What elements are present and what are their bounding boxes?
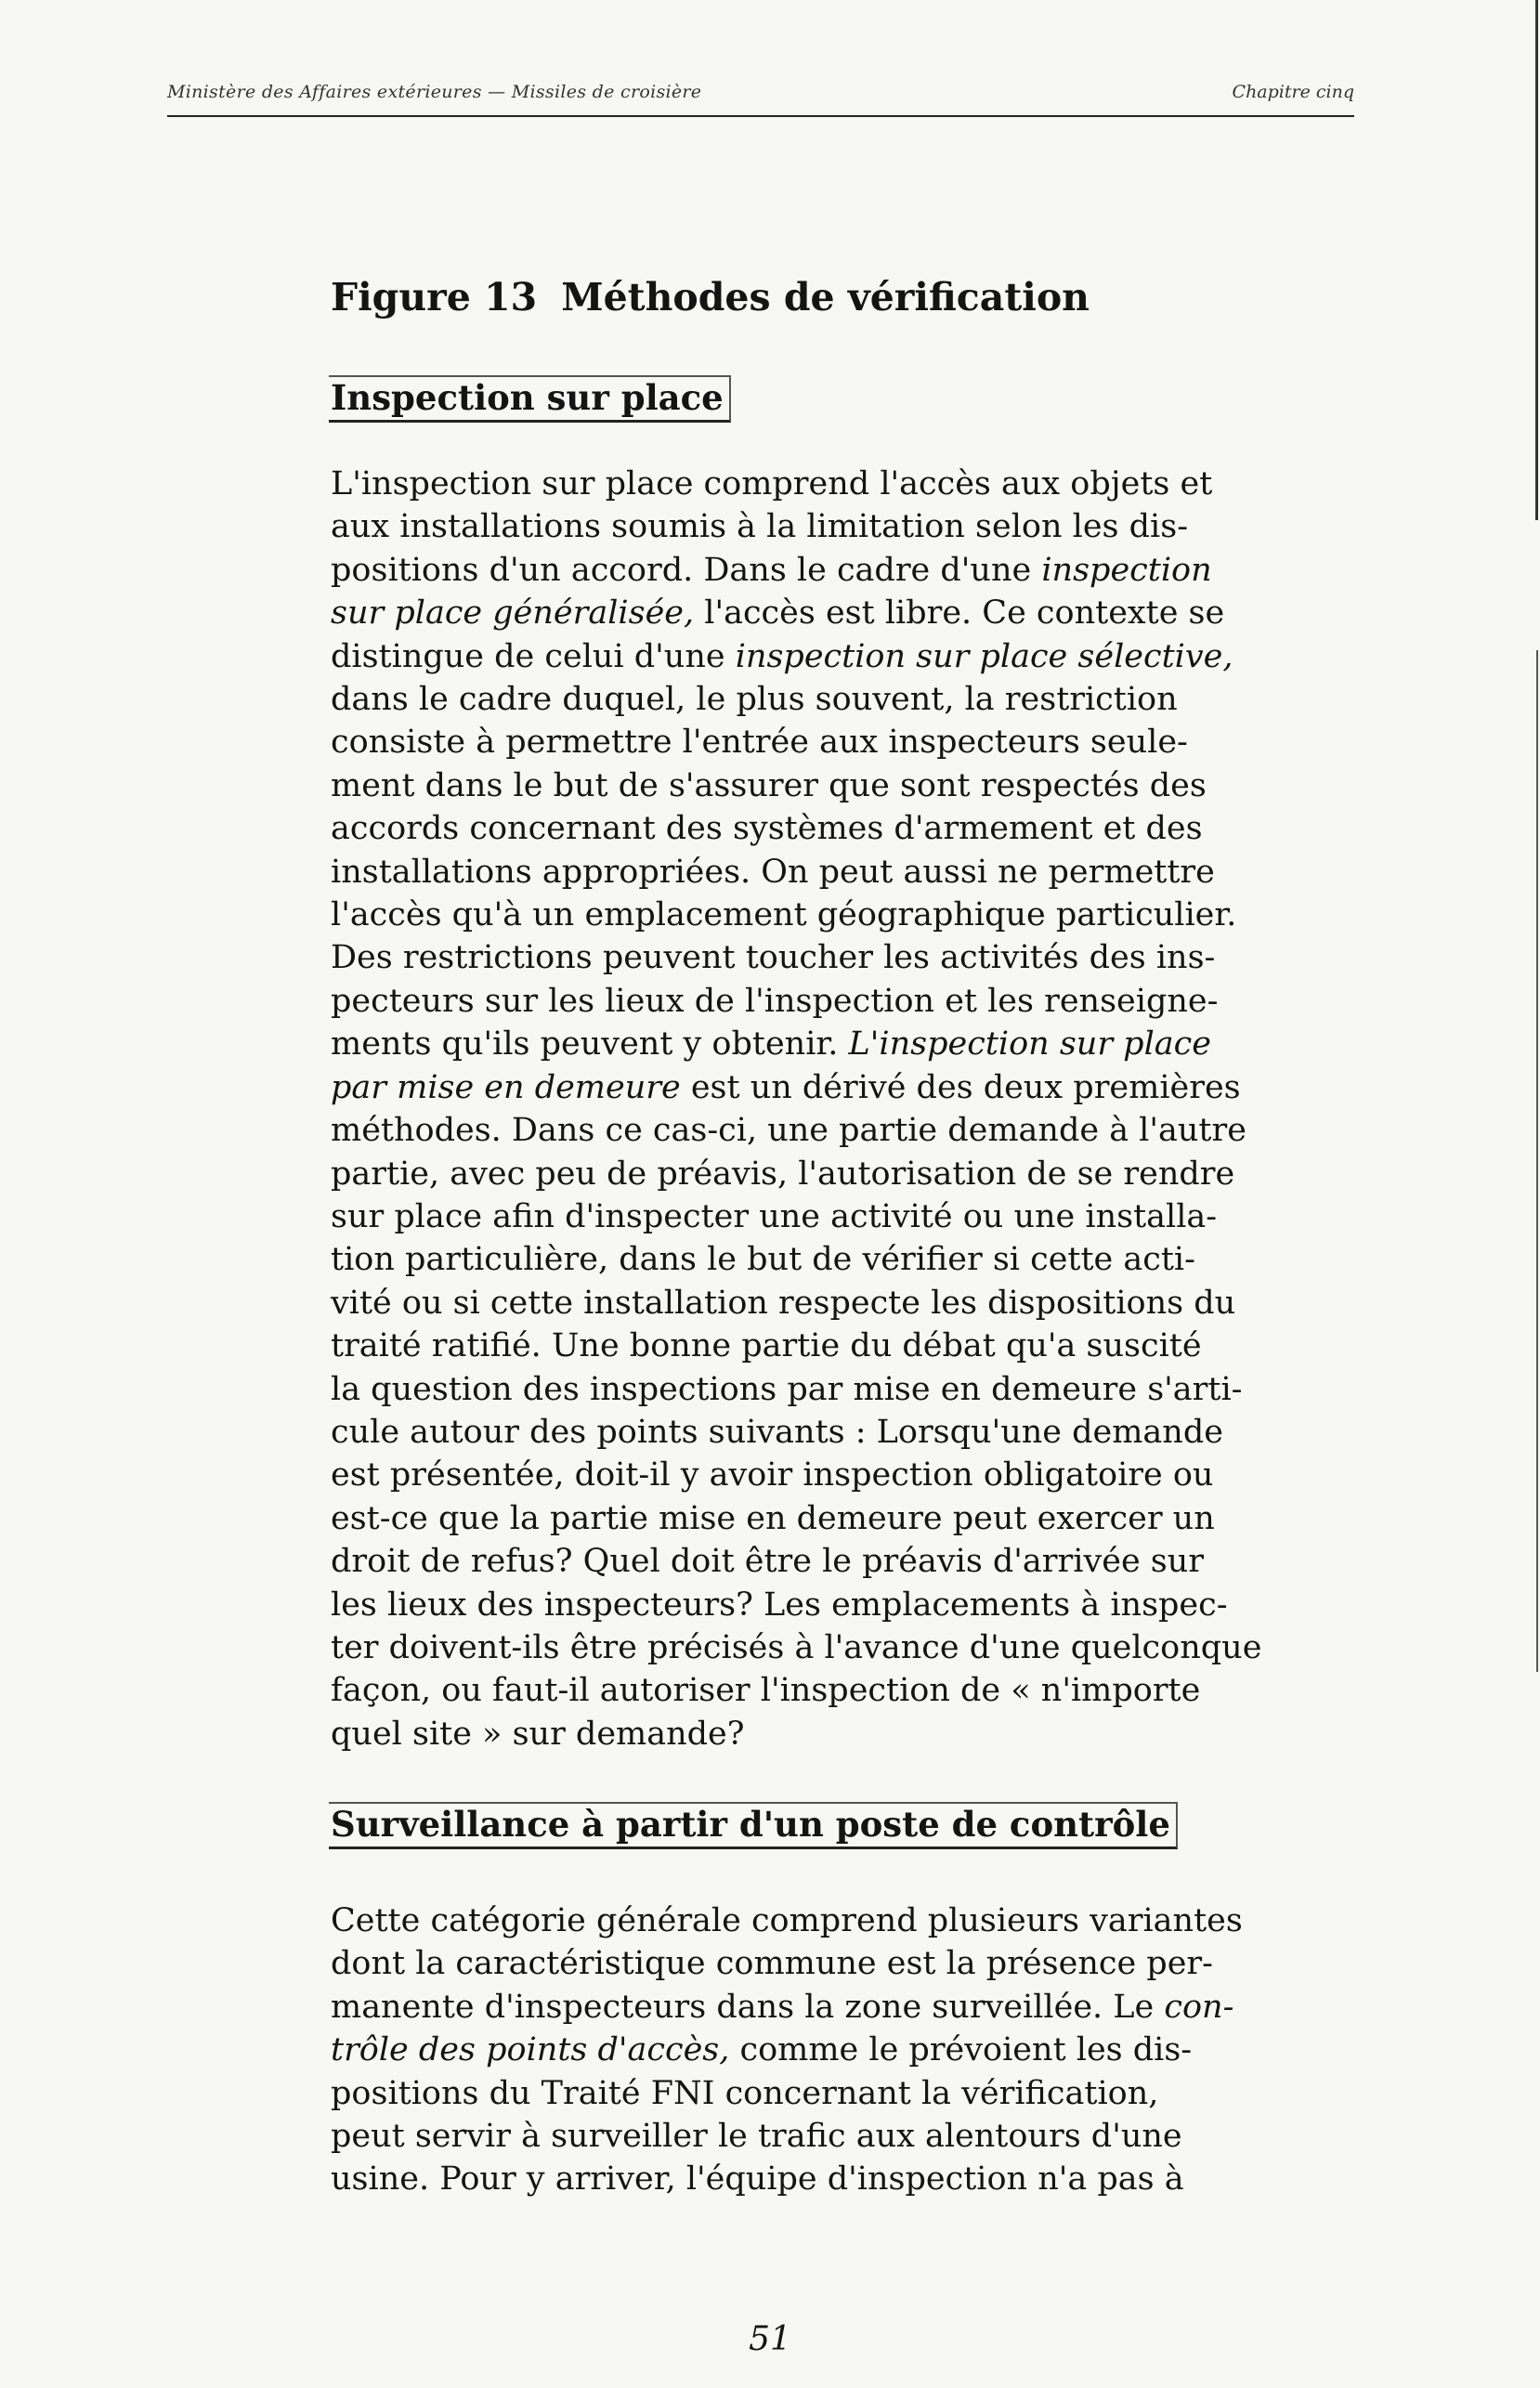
- header-left: Ministère des Affaires extérieures — Missiles de croisière: [167, 82, 702, 102]
- text-line: cule autour des points suivants : Lorsqu'une demande: [331, 1413, 1223, 1451]
- text-line: consiste à permettre l'entrée aux inspecteurs seule-: [331, 724, 1188, 762]
- text-line: ter doivent-ils être précisés à l'avance d'une quelconque: [331, 1628, 1262, 1666]
- text-line: méthodes. Dans ce cas-ci, une partie demande à l'autre: [331, 1112, 1246, 1150]
- figure-number: Figure 13: [331, 275, 538, 320]
- text-line: [331, 2029, 1259, 2071]
- text-segment: ments qu'ils peuvent y obtenir.: [331, 1025, 849, 1064]
- text-line: [331, 1023, 1259, 1065]
- scan-edge-line: [1536, 650, 1538, 1672]
- text-line: partie, avec peu de préavis, l'autorisation de se rendre: [331, 1155, 1235, 1193]
- text-line: la question des inspections par mise en demeure s'arti-: [331, 1370, 1243, 1408]
- text-segment: distingue de celui d'une: [331, 637, 736, 675]
- italic-term: trôle des points d'accès,: [331, 2031, 730, 2069]
- text-line: quel site » sur demande?: [331, 1715, 745, 1753]
- text-line: usine. Pour y arriver, l'équipe d'inspection n'a pas à: [331, 2160, 1184, 2199]
- italic-term: sur place généralisée,: [331, 594, 695, 633]
- section-heading: Inspection sur place: [329, 375, 731, 423]
- italic-term: inspection: [1041, 551, 1212, 589]
- text-line: installations appropriées. On peut aussi ne permettre: [331, 853, 1215, 891]
- text-line: L'inspection sur place comprend l'accès aux objets et: [331, 465, 1213, 502]
- text-line: est-ce que la partie mise en demeure peut exercer un: [331, 1499, 1215, 1537]
- text-line: Cette catégorie générale comprend plusieurs variantes: [331, 1902, 1243, 1939]
- text-line: les lieux des inspecteurs? Les emplacements à inspec-: [331, 1585, 1228, 1624]
- page-number: 51: [749, 2320, 791, 2358]
- section-heading: Surveillance à partir d'un poste de contrôle: [329, 1802, 1178, 1849]
- text-line: traité ratifié. Une bonne partie du débat qu'a suscité: [331, 1327, 1202, 1365]
- italic-term: inspection sur place sélective,: [735, 637, 1233, 675]
- header-right: Chapitre cinq: [1232, 82, 1354, 102]
- scan-edge-line: [1535, 0, 1538, 520]
- italic-term: con-: [1164, 1988, 1234, 2026]
- text-line: [331, 549, 1259, 592]
- text-line: Des restrictions peuvent toucher les activités des ins-: [331, 939, 1216, 977]
- text-segment: l'accès est libre. Ce contexte se: [694, 594, 1225, 633]
- text-line: sur place afin d'inspecter une activité ou une installa-: [331, 1197, 1218, 1235]
- text-line: l'accès qu'à un emplacement géographique particulier.: [331, 896, 1237, 934]
- text-line: accords concernant des systèmes d'armement et des: [331, 810, 1203, 848]
- figure-caption: Méthodes de vérification: [561, 275, 1090, 320]
- text-line: peut servir à surveiller le trafic aux alentours d'une: [331, 2118, 1182, 2156]
- text-line: [331, 635, 1259, 678]
- text-line: droit de refus? Quel doit être le préavis d'arrivée sur: [331, 1543, 1205, 1581]
- text-line: dont la caractéristique commune est la présence per-: [331, 1945, 1213, 1983]
- text-segment: manente d'inspecteurs dans la zone surveillée. Le: [331, 1988, 1165, 2026]
- text-line: ment dans le but de s'assurer que sont respectés des: [331, 766, 1207, 804]
- text-line: [331, 592, 1259, 634]
- italic-term: L'inspection sur place: [848, 1025, 1211, 1064]
- text-line: pecteurs sur les lieux de l'inspection et les renseigne-: [331, 982, 1219, 1020]
- text-line: est présentée, doit-il y avoir inspection obligatoire ou: [331, 1456, 1214, 1494]
- text-line: [331, 1986, 1259, 2029]
- text-line: dans le cadre duquel, le plus souvent, la restriction: [331, 681, 1178, 719]
- text-segment: est un dérivé des deux premières: [680, 1068, 1241, 1106]
- text-line: tion particulière, dans le but de vérifier si cette acti-: [331, 1241, 1195, 1279]
- text-line: vité ou si cette installation respecte les dispositions du: [331, 1284, 1236, 1322]
- text-line: [331, 1066, 1259, 1109]
- text-line: aux installations soumis à la limitation selon les dis-: [331, 508, 1189, 546]
- text-line: positions du Traité FNI concernant la vérification,: [331, 2074, 1159, 2112]
- text-segment: comme le prévoient les dis-: [729, 2031, 1193, 2069]
- italic-term: par mise en demeure: [331, 1068, 681, 1106]
- running-header: [167, 82, 1354, 117]
- text-segment: positions d'un accord. Dans le cadre d'une: [331, 551, 1042, 589]
- text-line: façon, ou faut-il autoriser l'inspection de « n'importe: [331, 1672, 1201, 1710]
- section-paragraph: [331, 1899, 1259, 2201]
- figure-title: [331, 275, 1090, 320]
- section-paragraph: [331, 463, 1262, 1755]
